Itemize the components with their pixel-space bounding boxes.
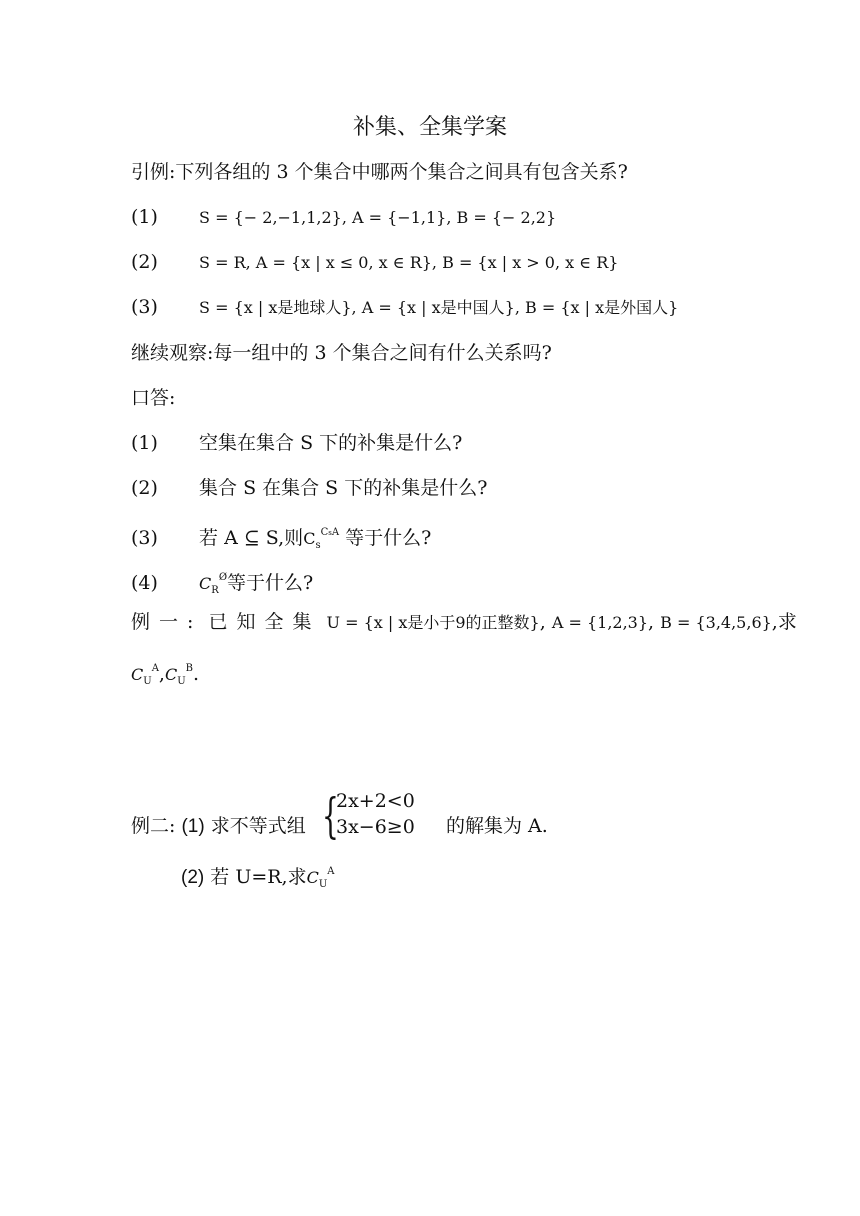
oral-label: 口答: <box>131 387 176 409</box>
question-3-sup-sub: s <box>328 529 332 537</box>
question-4-c: C <box>199 574 212 593</box>
question-3-c-sub: s <box>315 540 321 551</box>
question-3-suffix: 等于什么? <box>345 527 432 549</box>
question-4-suffix: 等于什么? <box>227 572 314 594</box>
example-2-part-2-text: 若 U=R,求 <box>210 866 307 888</box>
group-2-number: (2) <box>131 251 158 273</box>
inequality-system <box>322 788 442 850</box>
example-2-line-2 <box>181 860 335 897</box>
example-1-line-1 <box>131 610 797 635</box>
question-3-c: C <box>303 529 316 548</box>
example-1-line-2 <box>131 657 199 694</box>
question-4 <box>131 566 313 603</box>
question-3 <box>131 521 431 558</box>
example-1-sep-1: , <box>539 611 546 633</box>
example-2-complement <box>306 866 335 890</box>
example-2-part-1-number: (1) <box>181 816 205 837</box>
example-1-c-b-sup: B <box>185 663 194 674</box>
page-title: 补集、全集学案 <box>352 115 507 140</box>
group-3 <box>131 295 678 320</box>
example-1-sep-2: , <box>648 611 655 633</box>
question-2 <box>131 476 487 500</box>
example-2-part-1-text: 求不等式组 <box>210 815 306 837</box>
question-4-complement <box>199 572 228 596</box>
question-3-complement <box>303 527 340 551</box>
example-1-complement-b <box>164 663 194 687</box>
example-1-set-b: B = {3,4,5,6} <box>660 613 772 632</box>
question-4-c-sub: R <box>211 585 219 596</box>
question-1-text: 空集在集合 S 下的补集是什么? <box>199 432 463 454</box>
group-3-number: (3) <box>131 296 158 318</box>
example-1-set-a: A = {1,2,3} <box>551 613 649 632</box>
example-1-c-a-sup: A <box>151 663 159 674</box>
group-2-expression: S = R, A = {x | x ≤ 0, x ∈ R}, B = {x | x > 0, x ∈ R} <box>199 253 619 272</box>
question-2-number: (2) <box>131 477 158 499</box>
example-1-lead: 已知全集 <box>208 611 321 633</box>
example-2-c-sub: U <box>318 879 328 890</box>
inequality-2: 3x−6≥0 <box>336 816 415 838</box>
question-4-c-sup: Ø <box>218 572 228 583</box>
example-2-line-1 <box>131 814 306 839</box>
question-3-sup-tail: A <box>331 527 340 538</box>
question-1-number: (1) <box>131 432 158 454</box>
example-2-part-2-number: (2) <box>181 867 205 888</box>
question-2-text: 集合 S 在集合 S 下的补集是什么? <box>199 477 488 499</box>
example-1-period: . <box>193 663 200 685</box>
question-3-number: (3) <box>131 527 158 549</box>
example-1-c-b-sub: U <box>177 676 186 687</box>
example-1-label: 例一: <box>131 611 203 633</box>
left-brace: { <box>322 788 339 844</box>
question-3-c-sup <box>321 527 339 538</box>
group-3-expression: S = {x | x是地球人}, A = {x | x是中国人}, B = {x | x是外国人} <box>199 298 679 317</box>
example-2-c-sup: A <box>327 866 335 877</box>
example-2-part-1-tail: 的解集为 A. <box>446 815 548 837</box>
question-3-sup-c: C <box>320 527 329 538</box>
intro-text: 引例:下列各组的 3 个集合中哪两个集合之间具有包含关系? <box>131 161 628 183</box>
group-1-number: (1) <box>131 206 158 228</box>
example-1-c-a: C <box>131 665 144 684</box>
example-1-c-b: C <box>164 665 178 684</box>
group-1 <box>131 205 556 230</box>
example-2-c: C <box>306 868 319 887</box>
observe-text: 继续观察:每一组中的 3 个集合之间有什么关系吗? <box>131 342 552 364</box>
example-1-ask: ,求 <box>771 611 797 633</box>
example-1-complement-a <box>131 663 159 687</box>
example-2-label: 例二: <box>131 815 176 837</box>
example-1-comma: , <box>158 663 165 685</box>
question-1 <box>131 431 462 455</box>
group-2 <box>131 250 618 275</box>
inequality-1: 2x+2<0 <box>336 790 415 812</box>
example-1-universal-set: U = {x | x是小于9的正整数} <box>326 613 540 632</box>
question-3-prefix: 若 A ⊆ S,则 <box>199 527 304 549</box>
example-1-c-a-sub: U <box>143 676 152 687</box>
group-1-expression: S = {− 2,−1,1,2}, A = {−1,1}, B = {− 2,2} <box>199 208 557 227</box>
question-4-number: (4) <box>131 572 158 594</box>
